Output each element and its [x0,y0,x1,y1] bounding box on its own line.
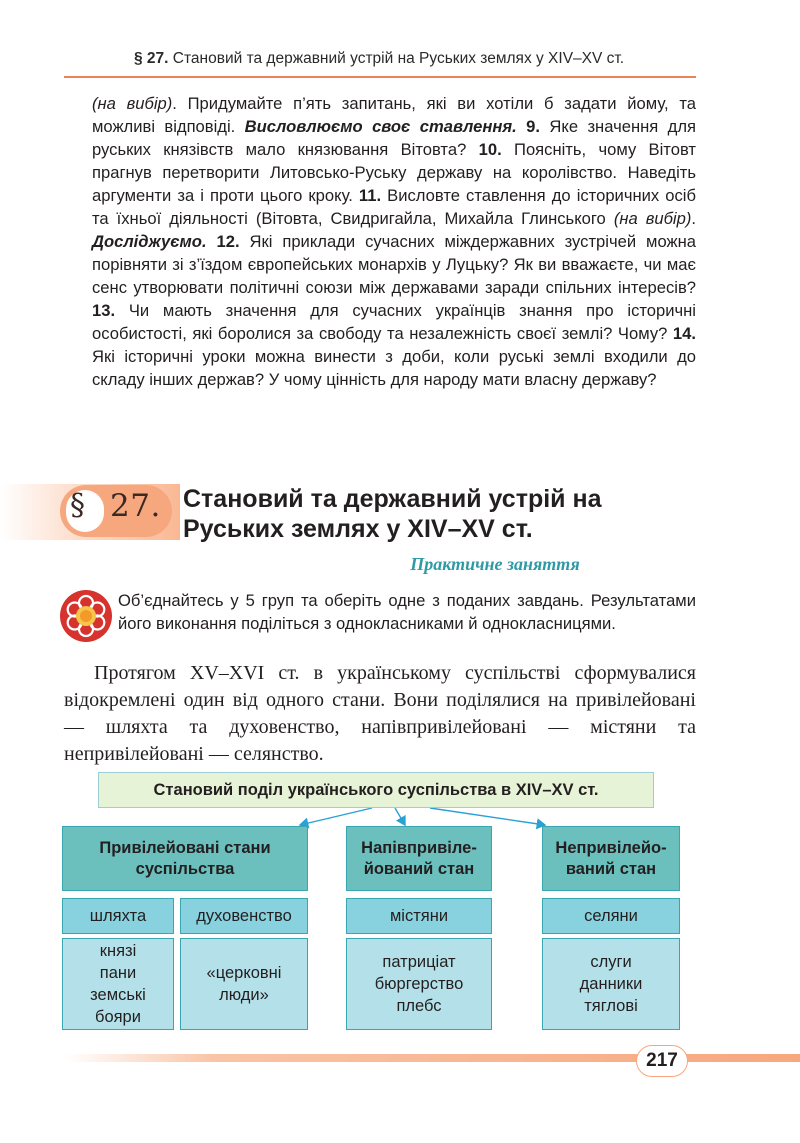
arrow-to-semiprivileged [395,808,405,825]
arrow-to-unprivileged [430,808,545,825]
section-subtitle-row [0,554,745,575]
task-text: (на вибір) [613,209,692,228]
section-title: Становий та державний устрій на Руських землях у XIV–XV ст. [183,485,602,543]
member-item: плебс [396,997,442,1015]
task-heading: Висловлюємо своє ставлення. [244,117,517,136]
task-number: 11. [358,186,382,205]
task-text: . [691,209,696,228]
task-number: 14. [672,324,696,343]
group-heading-unprivileged [542,826,680,891]
task-text: Чи мають значення для сучасних українців знання про історичні особистості, які боролися за свободу та незалежність своєї землі? Чому? [92,301,696,343]
members-clergy [180,938,308,1030]
tasks-paragraph [92,92,696,391]
section-sign: § [70,488,85,523]
task-text: Яке значення для руських князівств мало князювання Вітовта? [92,117,696,159]
diagram-title: Становий поділ українського суспільства в XIV–XV ст. [98,772,654,808]
subgroup-clergy: духовенство [180,898,308,934]
member-item: патриціат [382,953,456,971]
member-item: люди» [219,986,269,1004]
group-work-icon [58,588,114,644]
header-title: Становий та державний устрій на Руських землях у XIV–XV ст. [172,50,625,67]
member-item: земські [90,986,146,1004]
members-gentry [62,938,174,1030]
heading-line: йований стан [363,859,475,878]
member-item: бояри [95,1008,141,1026]
body-paragraph: Протягом XV–XVI ст. в українському суспільстві сформувалися відокремлені один від одного стани. Вони поділялися на привілейовані — шляхта та духовенство, напівпривілейовані — містяни та непривілейовані — селянство. [64,662,696,765]
group-task-text: Об’єднайтесь у 5 груп та оберіть одне з поданих завдань. Результатами його виконання поділіться з однокласниками й однокласницями. [118,591,696,633]
section-subtitle: Практичне заняття [410,554,580,574]
task-number: 10. [478,140,502,159]
heading-line: Напівпривіле- [361,838,477,857]
member-item: тяглові [584,997,638,1015]
members-peasants [542,938,680,1030]
task-text: Поясніть, чому Вітовт прагнув перетворити Литовсько-Руську державу на королівство. Наведіть аргументи за і проти цього кроку. [92,140,696,205]
task-number: 12. [206,232,240,251]
task-text: Висловте ставлення до історичних осіб та їхньої діяльності (Вітовта, Свидригайла, Михайла Глинського [92,186,696,228]
task-text: Які приклади сучасних міждержавних зустрічей можна порівняти зі з’їздом європейських монархів у Луцьку? Як ви вважаєте, чи має сенс утворювати політичні союзи між державами заради спільних інтересів? [92,232,696,297]
task-text: Які історичні уроки можна винести з доби, коли руські землі входили до складу інших держав? У чому цінність для народу мати власну державу? [92,347,696,389]
task-text: . Придумайте п’ять запитань, які ви хотіли б задати йому, та можливі відповіді. [92,94,696,136]
member-item: пани [99,964,137,982]
arrow-to-privileged [300,808,372,825]
task-heading: Досліджуємо. [92,232,207,251]
header-section-label: § 27. [134,50,169,67]
member-item: слуги [590,953,632,971]
member-item: князі [99,942,137,960]
task-text: (на вибір) [92,94,173,113]
task-number: 9. [516,117,541,136]
member-item: «церковні [206,964,282,982]
group-heading-semiprivileged [346,826,492,891]
members-townspeople [346,938,492,1030]
member-item: данники [579,975,643,993]
section-number: 27. [110,488,161,524]
group-heading-privileged: Привілейовані стани суспільства [62,826,308,891]
heading-line: Непривілейо- [555,838,667,857]
subgroup-peasants: селяни [542,898,680,934]
footer-band [66,1054,800,1062]
subgroup-gentry: шляхта [62,898,174,934]
member-item: бюргерство [374,975,464,993]
task-number: 13. [92,301,116,320]
header-rule [64,76,696,78]
page-number: 217 [636,1045,688,1077]
running-header [134,50,694,68]
heading-line: ваний стан [565,859,657,878]
subgroup-townspeople: містяни [346,898,492,934]
